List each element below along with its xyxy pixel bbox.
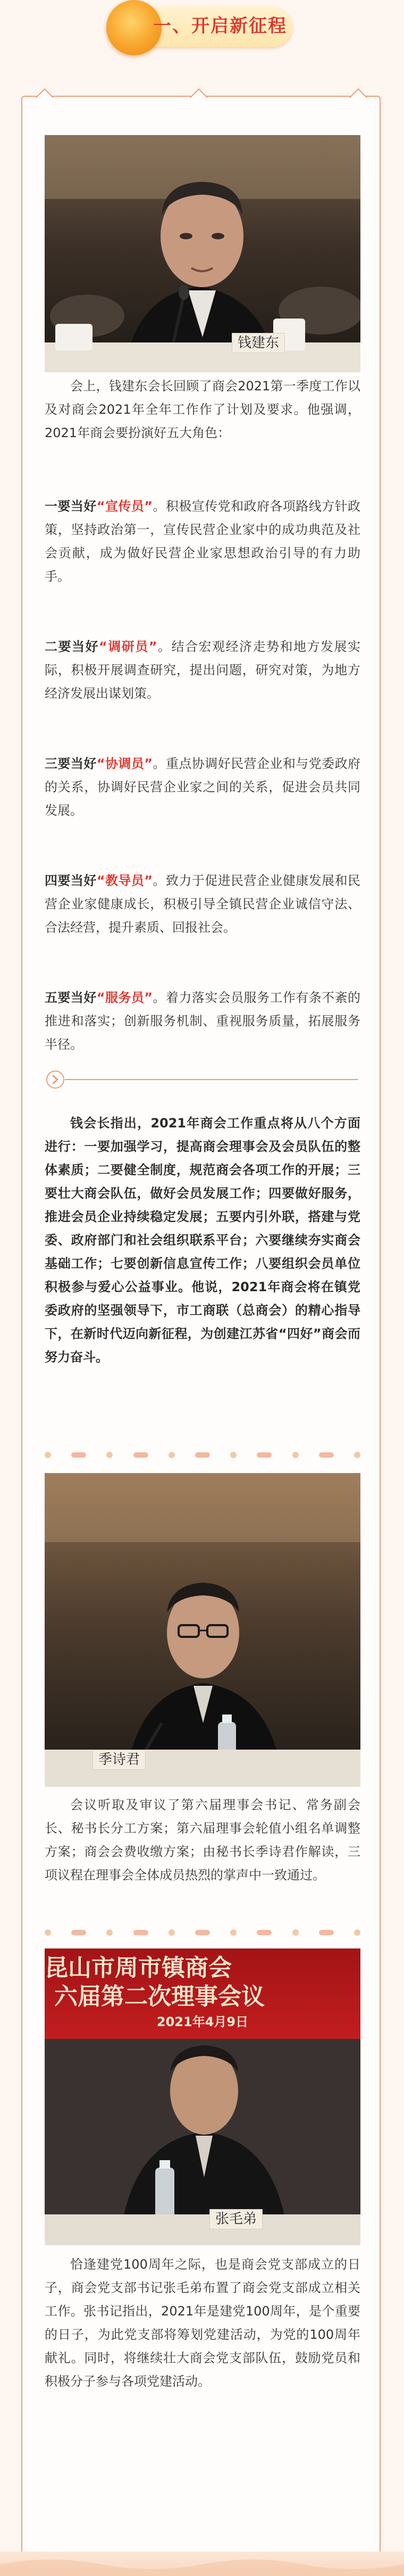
nameplate: 钱建东: [232, 333, 285, 353]
wave-decoration-icon: [0, 2552, 404, 2576]
photo-1-illustration: [45, 135, 360, 372]
footer-band: [0, 2552, 404, 2576]
role-text: 。重点协调好民营企业和与党委政府的关系，协调好民营企业家之间的关系，促进会员共同发展。: [45, 756, 361, 818]
card-corner-tip-center: [190, 88, 208, 106]
dotted-divider: [45, 1452, 360, 1458]
banner-line-2: 六届第二次理事会议: [54, 1983, 265, 2010]
photo-speaker-2: [45, 1473, 360, 1787]
role-lead: 一要当好: [45, 499, 97, 514]
role-lead: 二要当好: [45, 639, 99, 654]
focus-paragraph: 钱会长指出，2021年商会工作重点将从八个方面进行：一要加强学习，提高商会理事会及会员队伍的整体素质；二要健全制度，规范商会各项工作的开展；三要壮大商会队伍，做好会员发展工作；四要做好服务，推进会员企业持续稳定发展；五要内引外联，搭建与党委、政府部门和社会组织联系平台；六要继续夯实商会基础工作；七要创新信息宣传工作；八要组织会员单位积极参与爱心公益事业。他说，2021年商会将在镇党委政府的坚强领导下，市工商联（总商会）的精心指导下，在新时代迈向新征程，为创建江苏省“四好”商会而努力奋斗。: [45, 1116, 360, 1365]
nameplate: 季诗君: [92, 1750, 146, 1770]
card-corner-tip-right: [349, 88, 367, 106]
role-lead: 五要当好: [45, 990, 97, 1005]
role-text: 。着力落实会员服务工作有条不紊的推进和落实；创新服务机制、重视服务质量，拓展服务半径。: [45, 990, 361, 1052]
banner-line-1: 昆山市周市镇商会: [45, 1954, 232, 1981]
photo-speaker-1: [45, 135, 360, 372]
banner-date: 2021年4月9日: [156, 2014, 249, 2029]
role-name: “协调员”: [96, 756, 153, 771]
role-item-5: [45, 986, 360, 1056]
meeting-banner: [45, 1948, 360, 2039]
role-text: 。结合宏观经济走势和地方发展实际，积极开展调查研究，提出问题，研究对策，为地方经济发展出谋划策。: [45, 639, 361, 701]
photo-2-illustration: [45, 1473, 360, 1787]
dotted-divider: [45, 1929, 360, 1936]
arrow-divider-icon: [45, 1069, 360, 1090]
party-paragraph: 恰逢建党100周年之际，也是商会党支部成立的日子，商会党支部书记张毛弟布置了商会党支部成立相关工作。张书记指出，2021年是建党100周年，是个重要的日子，为此党支部将筹划党建活动，为党的100周年献礼。同时，将继续壮大商会党支部队伍，鼓励党员和积极分子参与各项党建活动。: [45, 2257, 360, 2389]
role-name: “宣传员”: [96, 499, 153, 514]
role-lead: 四要当好: [45, 873, 97, 888]
role-item-1: [45, 495, 360, 588]
role-name: “服务员”: [96, 990, 153, 1005]
nameplate: 张毛弟: [209, 2209, 263, 2229]
role-text: 。致力于促进民营企业健康发展和民营企业家健康成长，积极引导全镇民营企业诚信守法、合法经营，提升素质、回报社会。: [45, 873, 361, 935]
section-title: 一、开启新征程: [153, 15, 287, 37]
role-item-2: [45, 635, 360, 705]
card-corner-tip-left: [36, 88, 54, 106]
role-name: “调研员”: [99, 639, 157, 654]
intro-paragraph: 会上，钱建东会长回顾了商会2021第一季度工作以及对商会2021年全年工作作了计划及要求。他强调，2021年商会要扮演好五大角色：: [45, 379, 360, 440]
photo-speaker-3: [45, 1948, 360, 2245]
section-header: [96, 0, 308, 58]
role-item-3: [45, 752, 360, 822]
role-text: 。积极宣传党和政府各项路线方针政策，坚持政治第一，宣传民营企业家中的成功典范及社会贡献，成为做好民营企业家思想政治引导的有力助手。: [45, 499, 361, 584]
review-paragraph: 会议听取及审议了第六届理事会书记、常务副会长、秘书长分工方案；第六届理事会轮值小组名单调整方案；商会会费收缴方案；由秘书长季诗君作解读，三项议程在理事会全体成员热烈的掌声中一致通过。: [45, 1797, 360, 1883]
role-item-4: [45, 869, 360, 939]
role-name: “教导员”: [96, 873, 153, 888]
role-lead: 三要当好: [45, 756, 97, 771]
